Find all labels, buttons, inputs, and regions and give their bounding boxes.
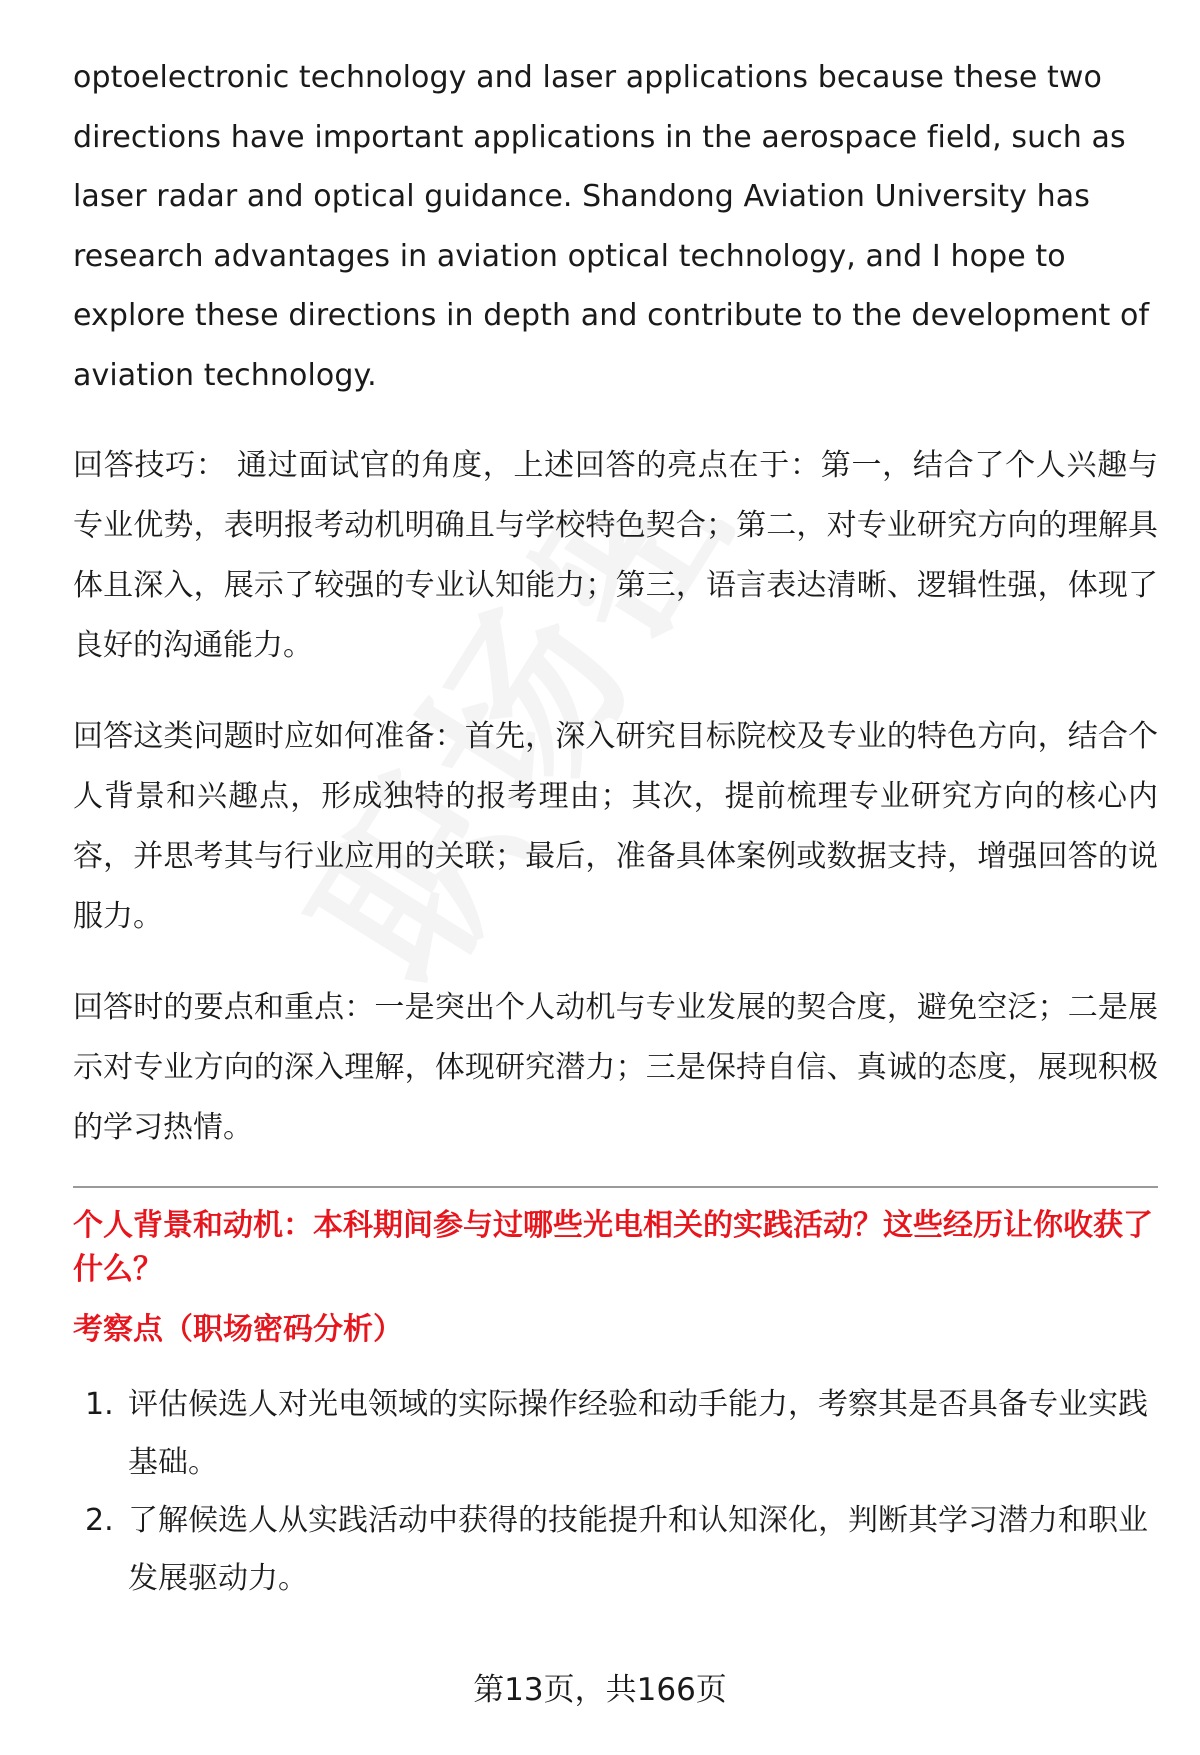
page-content <box>73 48 1158 1608</box>
list-item <box>73 1492 1158 1608</box>
list-item-text: 了解候选人从实践活动中获得的技能提升和认知深化，判断其学习潜力和职业发展驱动力。 <box>128 1503 1148 1596</box>
key-points-paragraph: 回答时的要点和重点：一是突出个人动机与专业发展的契合度，避免空泛；二是展示对专业方向的深入理解，体现研究潜力；三是保持自信、真诚的态度，展现积极的学习热情。 <box>73 990 1158 1145</box>
answer-tips-paragraph: 回答技巧： 通过面试官的角度，上述回答的亮点在于：第一，结合了个人兴趣与专业优势，表明报考动机明确且与学校特色契合；第二，对专业研究方向的理解具体且深入，展示了较强的专业认知能力；第三，语言表达清晰、逻辑性强，体现了良好的沟通能力。 <box>73 448 1158 663</box>
question-subtitle: 考察点（职场密码分析） <box>73 1312 403 1347</box>
list-item-number: 2. <box>85 1503 114 1538</box>
list-item-text: 评估候选人对光电领域的实际操作经验和动手能力，考察其是否具备专业实践基础。 <box>128 1387 1148 1480</box>
preparation-paragraph: 回答这类问题时应如何准备：首先，深入研究目标院校及专业的特色方向，结合个人背景和兴趣点，形成独特的报考理由；其次，提前梳理专业研究方向的核心内容，并思考其与行业应用的关联；最后，准备具体案例或数据支持，增强回答的说服力。 <box>73 719 1158 934</box>
list-item <box>73 1376 1158 1492</box>
question-title: 个人背景和动机：本科期间参与过哪些光电相关的实践活动？这些经历让你收获了什么？ <box>73 1208 1153 1287</box>
page-number-footer: 第13页，共166页 <box>473 1672 727 1708</box>
list-item-number: 1. <box>85 1387 114 1422</box>
section-divider <box>73 1186 1158 1188</box>
evaluation-points-list <box>73 1376 1158 1608</box>
english-answer-paragraph: optoelectronic technology and laser applications because these two directions have important applications in the aerospace field, such as laser radar and optical guidance. Shandong Aviation University has research advantages in aviation optical technology, and I hope to explore these directions in depth and contribute to the development of aviation technology. <box>73 60 1150 393</box>
